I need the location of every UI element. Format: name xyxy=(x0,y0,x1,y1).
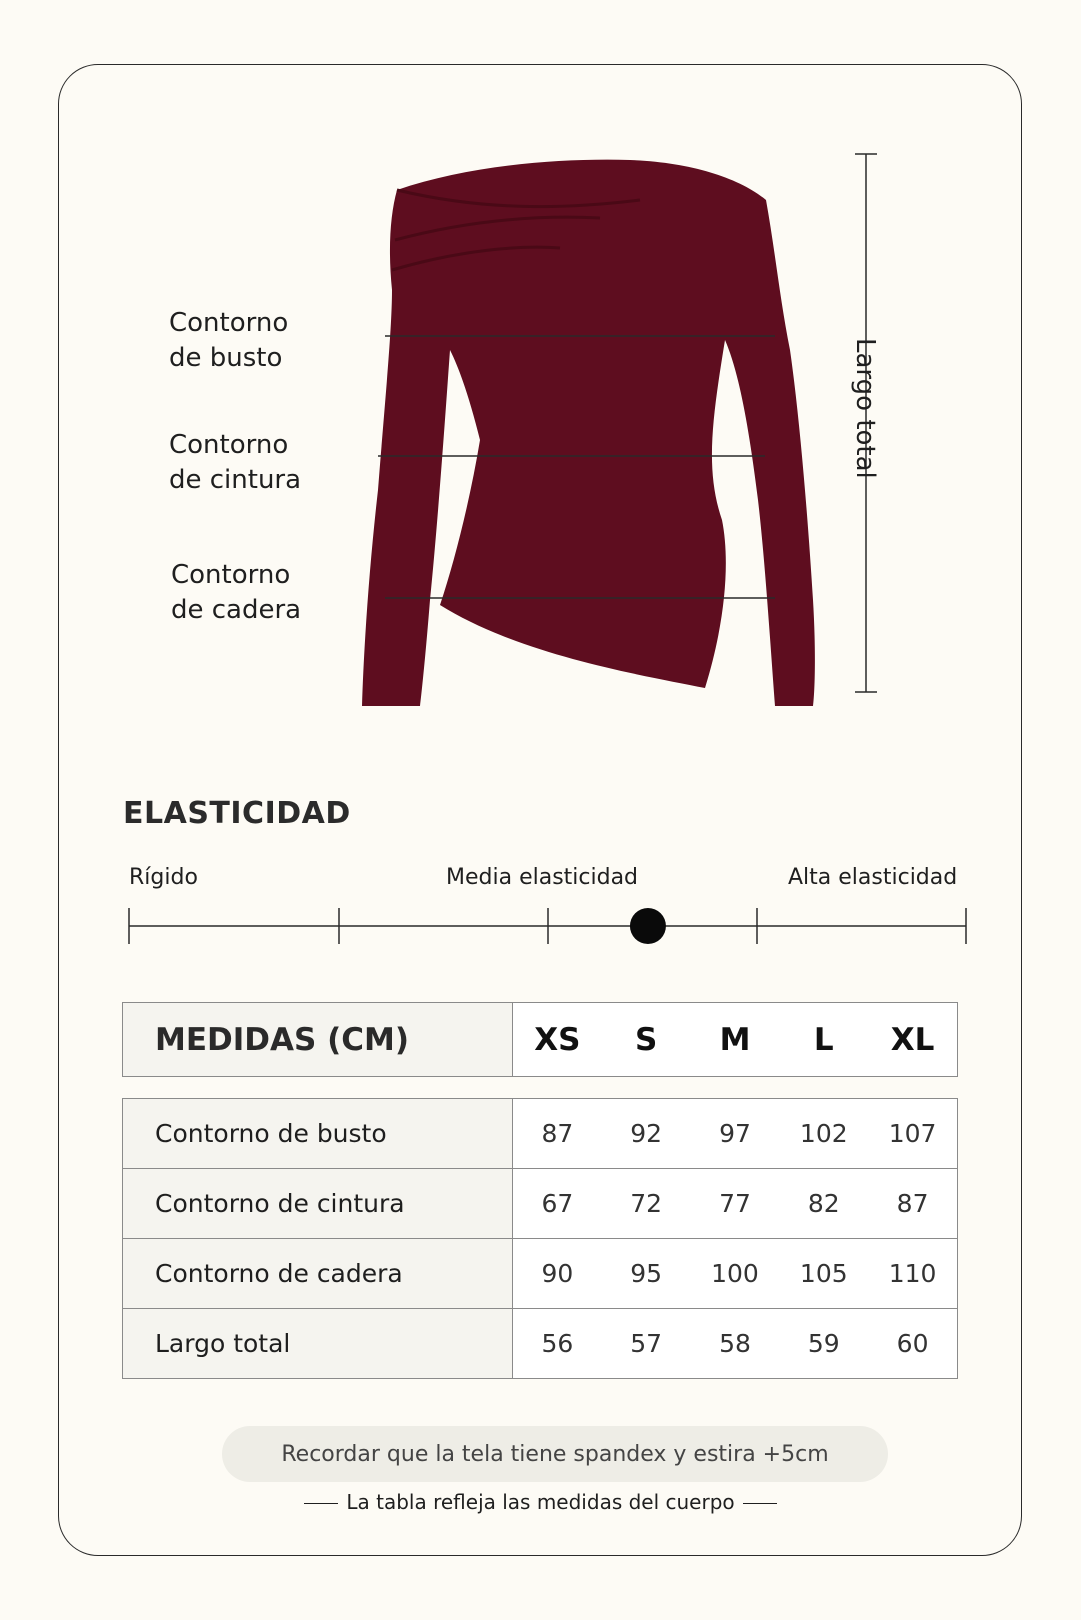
cell-value: 100 xyxy=(711,1259,759,1288)
cell-value: 67 xyxy=(541,1189,574,1218)
spandex-note xyxy=(222,1426,888,1482)
scale-label-mid: Media elasticidad xyxy=(446,865,639,890)
bust-label: Contorno de busto xyxy=(169,308,289,373)
footer-dash-left xyxy=(304,1503,338,1505)
cell-value: 56 xyxy=(541,1329,574,1358)
cell-value: 90 xyxy=(541,1259,574,1288)
footer-dash-right xyxy=(743,1503,777,1505)
cell-value: 102 xyxy=(799,1119,848,1148)
footer-note xyxy=(0,1490,1081,1514)
cell-value: 72 xyxy=(630,1189,663,1218)
cell-value: 77 xyxy=(719,1189,751,1218)
spandex-note-text: Recordar que la tela tiene spandex y estira +5cm xyxy=(281,1441,829,1467)
size-header-row xyxy=(513,1004,957,1076)
size-m: M xyxy=(719,1021,751,1058)
row-label: Contorno de cintura xyxy=(123,1169,513,1239)
cell-value: 107 xyxy=(888,1119,937,1148)
table-row xyxy=(123,1309,958,1379)
cell-value: 60 xyxy=(896,1329,929,1358)
size-s: S xyxy=(635,1021,658,1058)
waist-label: Contorno de cintura xyxy=(169,430,302,495)
scale-label-high: Alta elasticidad xyxy=(788,865,958,890)
measures-title: MEDIDAS (CM) xyxy=(123,1003,513,1077)
scale-label-low: Rígido xyxy=(129,865,198,890)
cell-value: 95 xyxy=(630,1259,663,1288)
cell-value: 110 xyxy=(888,1259,937,1288)
table-row xyxy=(123,1169,958,1239)
table-row xyxy=(123,1239,958,1309)
cell-value: 57 xyxy=(630,1329,663,1358)
cell-value: 87 xyxy=(541,1119,574,1148)
size-xs: XS xyxy=(534,1021,581,1058)
row-label: Contorno de busto xyxy=(123,1099,513,1169)
cell-value: 58 xyxy=(719,1329,751,1358)
footer-text: La tabla refleja las medidas del cuerpo xyxy=(346,1490,735,1514)
row-label: Largo total xyxy=(123,1309,513,1379)
cell-value: 92 xyxy=(630,1119,663,1148)
elasticity-title: ELASTICIDAD xyxy=(123,796,351,831)
cell-value: 59 xyxy=(807,1329,840,1358)
cell-value: 82 xyxy=(807,1189,840,1218)
table-row xyxy=(123,1099,958,1169)
measures-header xyxy=(122,1002,958,1077)
hip-label: Contorno de cadera xyxy=(171,560,302,625)
cell-value: 97 xyxy=(719,1119,751,1148)
elasticity-level-dot xyxy=(630,908,666,944)
cell-value: 105 xyxy=(799,1259,848,1288)
size-xl: XL xyxy=(890,1021,935,1058)
measures-table xyxy=(122,1098,958,1379)
size-l: L xyxy=(813,1021,834,1058)
row-label: Contorno de cadera xyxy=(123,1239,513,1309)
cell-value: 87 xyxy=(896,1189,929,1218)
length-label: Largo total xyxy=(850,338,880,479)
